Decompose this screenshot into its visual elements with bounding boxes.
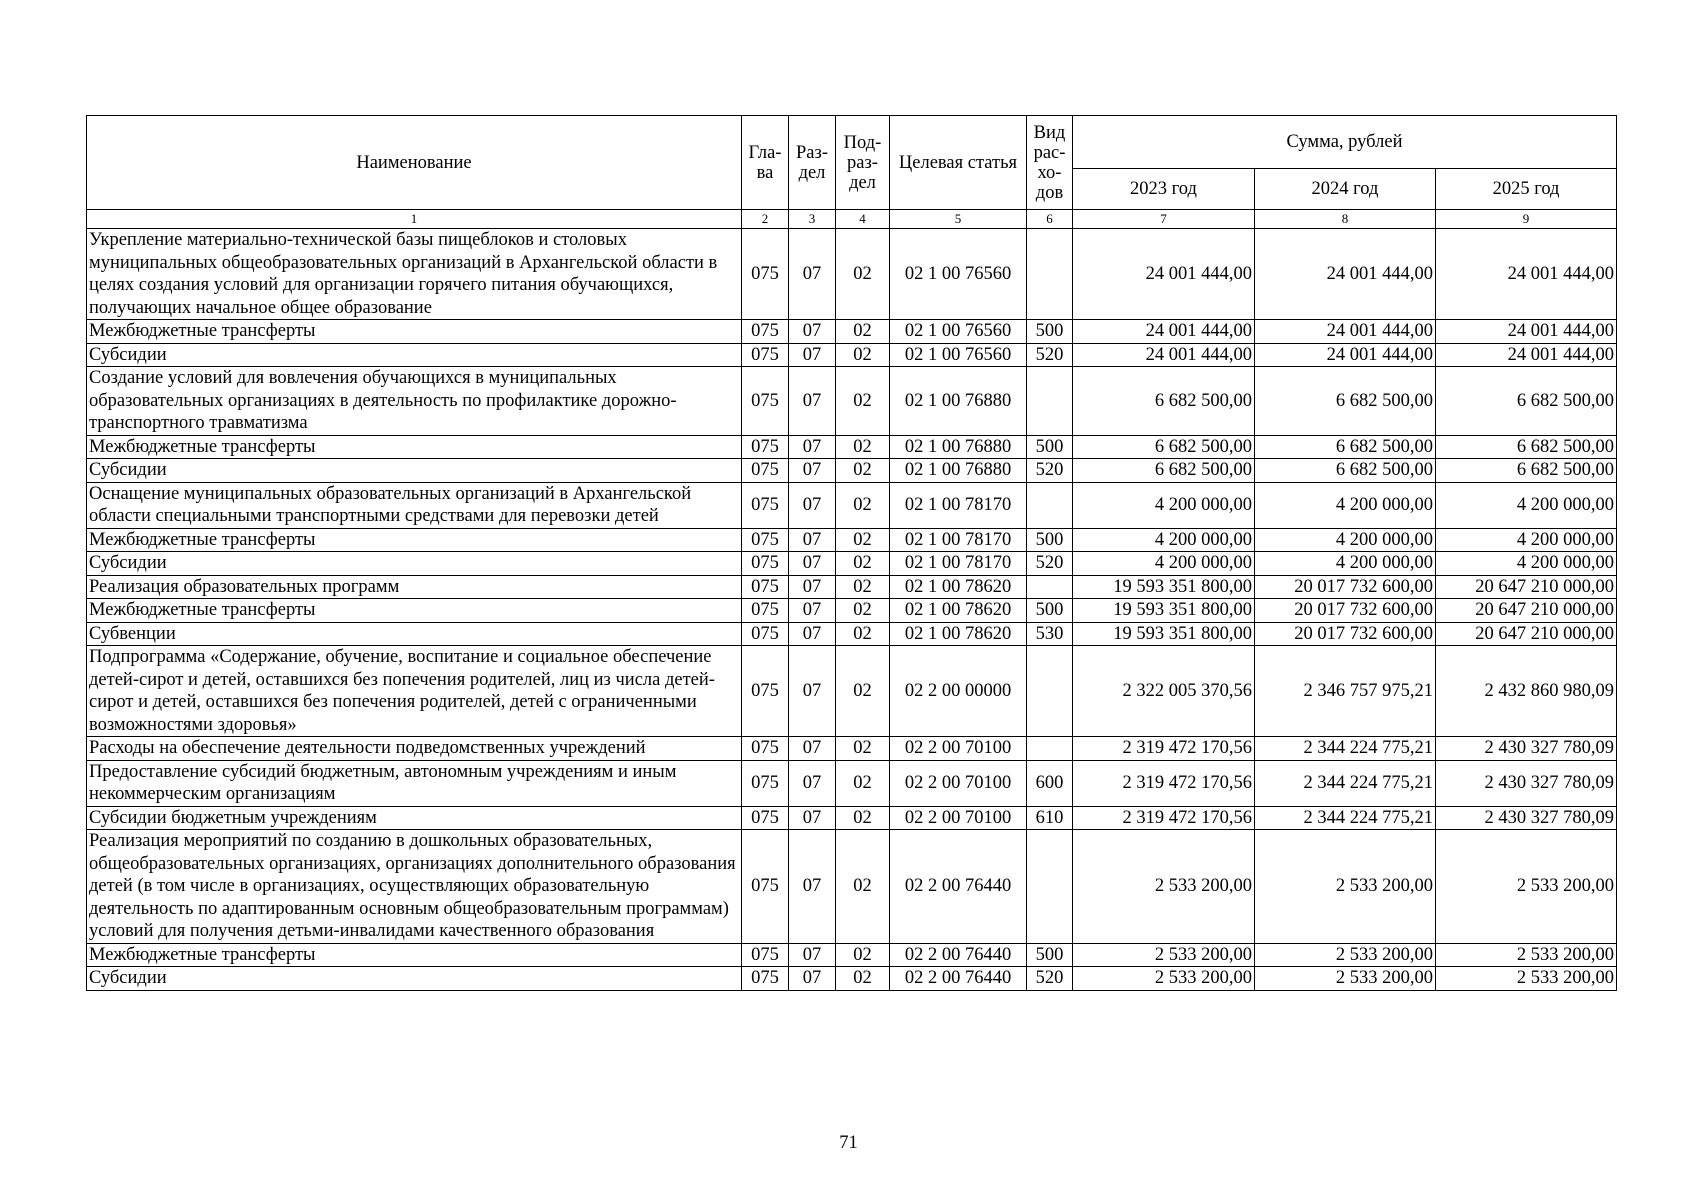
row-name: Межбюджетные трансферты bbox=[87, 599, 742, 623]
row-amount-2023: 2 322 005 370,56 bbox=[1073, 646, 1255, 737]
row-expense-type: 500 bbox=[1027, 528, 1073, 552]
row-chapter: 075 bbox=[742, 459, 789, 483]
row-expense-type: 500 bbox=[1027, 943, 1073, 967]
row-name: Предоставление субсидий бюджетным, автономным учреждениям и иным некоммерческим организациям bbox=[87, 760, 742, 806]
row-amount-2025: 2 533 200,00 bbox=[1436, 830, 1617, 944]
row-amount-2024: 2 344 224 775,21 bbox=[1255, 760, 1436, 806]
row-section: 07 bbox=[789, 343, 836, 367]
row-amount-2023: 19 593 351 800,00 bbox=[1073, 622, 1255, 646]
row-amount-2024: 2 533 200,00 bbox=[1255, 967, 1436, 991]
row-amount-2024: 24 001 444,00 bbox=[1255, 320, 1436, 344]
row-amount-2025: 2 430 327 780,09 bbox=[1436, 806, 1617, 830]
row-amount-2023: 24 001 444,00 bbox=[1073, 229, 1255, 320]
row-section: 07 bbox=[789, 646, 836, 737]
row-expense-type bbox=[1027, 229, 1073, 320]
column-number-row bbox=[87, 210, 1617, 229]
row-expense-type: 520 bbox=[1027, 343, 1073, 367]
row-subsection: 02 bbox=[836, 552, 890, 576]
row-target: 02 1 00 78620 bbox=[890, 575, 1027, 599]
row-expense-type bbox=[1027, 737, 1073, 761]
row-target: 02 1 00 76560 bbox=[890, 320, 1027, 344]
header-year-2025: 2025 год bbox=[1436, 169, 1617, 210]
row-name: Межбюджетные трансферты bbox=[87, 320, 742, 344]
row-chapter: 075 bbox=[742, 646, 789, 737]
header-chapter: Гла-ва bbox=[742, 116, 789, 210]
column-number: 3 bbox=[789, 210, 836, 229]
row-amount-2025: 2 533 200,00 bbox=[1436, 943, 1617, 967]
table-row bbox=[87, 967, 1617, 991]
row-chapter: 075 bbox=[742, 343, 789, 367]
table-row bbox=[87, 482, 1617, 528]
row-amount-2025: 24 001 444,00 bbox=[1436, 229, 1617, 320]
table-body bbox=[87, 229, 1617, 991]
row-subsection: 02 bbox=[836, 599, 890, 623]
row-name: Субсидии bbox=[87, 343, 742, 367]
page-number: 71 bbox=[839, 1133, 858, 1153]
row-section: 07 bbox=[789, 622, 836, 646]
row-chapter: 075 bbox=[742, 599, 789, 623]
table-row bbox=[87, 229, 1617, 320]
row-chapter: 075 bbox=[742, 552, 789, 576]
table-row bbox=[87, 367, 1617, 436]
row-amount-2024: 2 344 224 775,21 bbox=[1255, 737, 1436, 761]
row-section: 07 bbox=[789, 528, 836, 552]
row-amount-2025: 2 430 327 780,09 bbox=[1436, 760, 1617, 806]
table-row bbox=[87, 622, 1617, 646]
header-year-2023: 2023 год bbox=[1073, 169, 1255, 210]
table-row bbox=[87, 320, 1617, 344]
row-target: 02 1 00 76880 bbox=[890, 435, 1027, 459]
row-section: 07 bbox=[789, 367, 836, 436]
row-amount-2023: 2 533 200,00 bbox=[1073, 967, 1255, 991]
row-amount-2024: 6 682 500,00 bbox=[1255, 367, 1436, 436]
row-target: 02 2 00 70100 bbox=[890, 737, 1027, 761]
row-expense-type bbox=[1027, 646, 1073, 737]
row-amount-2024: 24 001 444,00 bbox=[1255, 343, 1436, 367]
row-expense-type: 610 bbox=[1027, 806, 1073, 830]
row-chapter: 075 bbox=[742, 760, 789, 806]
row-expense-type bbox=[1027, 830, 1073, 944]
row-target: 02 1 00 76560 bbox=[890, 343, 1027, 367]
row-section: 07 bbox=[789, 575, 836, 599]
column-number: 8 bbox=[1255, 210, 1436, 229]
row-amount-2025: 2 533 200,00 bbox=[1436, 967, 1617, 991]
row-name: Реализация образовательных программ bbox=[87, 575, 742, 599]
row-expense-type: 520 bbox=[1027, 552, 1073, 576]
row-amount-2024: 2 533 200,00 bbox=[1255, 830, 1436, 944]
row-section: 07 bbox=[789, 943, 836, 967]
row-expense-type: 500 bbox=[1027, 435, 1073, 459]
table-row bbox=[87, 830, 1617, 944]
row-name: Межбюджетные трансферты bbox=[87, 435, 742, 459]
table-row bbox=[87, 343, 1617, 367]
row-expense-type bbox=[1027, 367, 1073, 436]
row-subsection: 02 bbox=[836, 229, 890, 320]
row-target: 02 1 00 78620 bbox=[890, 622, 1027, 646]
header-year-2024: 2024 год bbox=[1255, 169, 1436, 210]
row-target: 02 1 00 76560 bbox=[890, 229, 1027, 320]
row-amount-2025: 20 647 210 000,00 bbox=[1436, 575, 1617, 599]
row-expense-type: 520 bbox=[1027, 459, 1073, 483]
header-name: Наименование bbox=[87, 116, 742, 210]
row-name: Субсидии bbox=[87, 552, 742, 576]
row-amount-2025: 6 682 500,00 bbox=[1436, 459, 1617, 483]
row-target: 02 1 00 76880 bbox=[890, 459, 1027, 483]
row-amount-2025: 24 001 444,00 bbox=[1436, 343, 1617, 367]
row-section: 07 bbox=[789, 599, 836, 623]
table-row bbox=[87, 737, 1617, 761]
table-header bbox=[87, 116, 1617, 229]
row-chapter: 075 bbox=[742, 320, 789, 344]
table-row bbox=[87, 646, 1617, 737]
row-name: Межбюджетные трансферты bbox=[87, 943, 742, 967]
row-chapter: 075 bbox=[742, 482, 789, 528]
row-amount-2025: 24 001 444,00 bbox=[1436, 320, 1617, 344]
row-amount-2025: 4 200 000,00 bbox=[1436, 482, 1617, 528]
row-target: 02 2 00 00000 bbox=[890, 646, 1027, 737]
row-expense-type: 520 bbox=[1027, 967, 1073, 991]
column-number: 4 bbox=[836, 210, 890, 229]
row-chapter: 075 bbox=[742, 806, 789, 830]
table-row bbox=[87, 459, 1617, 483]
row-subsection: 02 bbox=[836, 343, 890, 367]
row-amount-2023: 6 682 500,00 bbox=[1073, 367, 1255, 436]
row-subsection: 02 bbox=[836, 622, 890, 646]
table-row bbox=[87, 943, 1617, 967]
header-subsection: Под-раз-дел bbox=[836, 116, 890, 210]
row-section: 07 bbox=[789, 229, 836, 320]
row-amount-2024: 20 017 732 600,00 bbox=[1255, 575, 1436, 599]
table-row bbox=[87, 806, 1617, 830]
row-amount-2023: 2 319 472 170,56 bbox=[1073, 760, 1255, 806]
row-chapter: 075 bbox=[742, 943, 789, 967]
row-amount-2024: 24 001 444,00 bbox=[1255, 229, 1436, 320]
row-subsection: 02 bbox=[836, 367, 890, 436]
row-section: 07 bbox=[789, 967, 836, 991]
column-number: 9 bbox=[1436, 210, 1617, 229]
row-amount-2024: 6 682 500,00 bbox=[1255, 435, 1436, 459]
row-chapter: 075 bbox=[742, 435, 789, 459]
row-target: 02 1 00 78170 bbox=[890, 528, 1027, 552]
row-amount-2023: 2 533 200,00 bbox=[1073, 830, 1255, 944]
row-amount-2024: 20 017 732 600,00 bbox=[1255, 599, 1436, 623]
row-name: Реализация мероприятий по созданию в дошкольных образовательных, общеобразовательных организациях, организациях дополнительного образования детей (в том числе в организациях, осуществляющих образовательную деятельность по адаптированным основным общеобразовательным программам) условий для получения детьми-инвалидами качественного образования bbox=[87, 830, 742, 944]
row-subsection: 02 bbox=[836, 459, 890, 483]
row-amount-2024: 2 346 757 975,21 bbox=[1255, 646, 1436, 737]
row-target: 02 2 00 76440 bbox=[890, 967, 1027, 991]
row-amount-2023: 2 319 472 170,56 bbox=[1073, 737, 1255, 761]
column-number: 2 bbox=[742, 210, 789, 229]
row-target: 02 2 00 70100 bbox=[890, 760, 1027, 806]
row-name: Оснащение муниципальных образовательных организаций в Архангельской области специальными транспортными средствами для перевозки детей bbox=[87, 482, 742, 528]
row-amount-2025: 6 682 500,00 bbox=[1436, 435, 1617, 459]
row-subsection: 02 bbox=[836, 646, 890, 737]
row-name: Подпрограмма «Содержание, обучение, воспитание и социальное обеспечение детей-сирот и детей, оставшихся без попечения родителей, лиц из числа детей-сирот и детей, оставшихся без попечения родителей, детей с ограниченными возможностями здоровья» bbox=[87, 646, 742, 737]
table-row bbox=[87, 552, 1617, 576]
row-amount-2024: 20 017 732 600,00 bbox=[1255, 622, 1436, 646]
row-amount-2023: 2 533 200,00 bbox=[1073, 943, 1255, 967]
row-amount-2024: 4 200 000,00 bbox=[1255, 552, 1436, 576]
row-target: 02 1 00 78170 bbox=[890, 482, 1027, 528]
header-amount: Сумма, рублей bbox=[1073, 116, 1617, 169]
row-section: 07 bbox=[789, 830, 836, 944]
table-row bbox=[87, 435, 1617, 459]
row-target: 02 1 00 78170 bbox=[890, 552, 1027, 576]
row-section: 07 bbox=[789, 482, 836, 528]
row-name: Субсидии bbox=[87, 459, 742, 483]
row-subsection: 02 bbox=[836, 943, 890, 967]
row-expense-type: 500 bbox=[1027, 599, 1073, 623]
row-target: 02 2 00 76440 bbox=[890, 830, 1027, 944]
row-amount-2025: 2 432 860 980,09 bbox=[1436, 646, 1617, 737]
row-amount-2023: 19 593 351 800,00 bbox=[1073, 599, 1255, 623]
row-subsection: 02 bbox=[836, 320, 890, 344]
row-chapter: 075 bbox=[742, 528, 789, 552]
row-amount-2025: 6 682 500,00 bbox=[1436, 367, 1617, 436]
row-subsection: 02 bbox=[836, 737, 890, 761]
row-section: 07 bbox=[789, 737, 836, 761]
row-amount-2023: 6 682 500,00 bbox=[1073, 459, 1255, 483]
row-amount-2024: 6 682 500,00 bbox=[1255, 459, 1436, 483]
row-amount-2023: 19 593 351 800,00 bbox=[1073, 575, 1255, 599]
row-amount-2023: 4 200 000,00 bbox=[1073, 528, 1255, 552]
row-amount-2023: 4 200 000,00 bbox=[1073, 552, 1255, 576]
row-amount-2023: 6 682 500,00 bbox=[1073, 435, 1255, 459]
row-target: 02 1 00 76880 bbox=[890, 367, 1027, 436]
row-chapter: 075 bbox=[742, 737, 789, 761]
row-section: 07 bbox=[789, 320, 836, 344]
row-amount-2023: 24 001 444,00 bbox=[1073, 343, 1255, 367]
row-name: Субсидии bbox=[87, 967, 742, 991]
row-section: 07 bbox=[789, 435, 836, 459]
table-row bbox=[87, 760, 1617, 806]
row-amount-2025: 2 430 327 780,09 bbox=[1436, 737, 1617, 761]
row-name: Укрепление материально-технической базы пищеблоков и столовых муниципальных общеобразовательных организаций в Архангельской области в целях создания условий для организации горячего питания обучающихся, получающих начальное общее образование bbox=[87, 229, 742, 320]
row-chapter: 075 bbox=[742, 229, 789, 320]
header-section: Раз-дел bbox=[789, 116, 836, 210]
row-amount-2024: 2 533 200,00 bbox=[1255, 943, 1436, 967]
row-name: Субвенции bbox=[87, 622, 742, 646]
row-subsection: 02 bbox=[836, 575, 890, 599]
row-name: Межбюджетные трансферты bbox=[87, 528, 742, 552]
row-name: Создание условий для вовлечения обучающихся в муниципальных образовательных организациях в деятельность по профилактике дорожно-транспортного травматизма bbox=[87, 367, 742, 436]
row-section: 07 bbox=[789, 806, 836, 830]
row-expense-type bbox=[1027, 575, 1073, 599]
row-amount-2023: 4 200 000,00 bbox=[1073, 482, 1255, 528]
row-section: 07 bbox=[789, 459, 836, 483]
row-section: 07 bbox=[789, 552, 836, 576]
table-row bbox=[87, 528, 1617, 552]
row-subsection: 02 bbox=[836, 806, 890, 830]
row-expense-type: 530 bbox=[1027, 622, 1073, 646]
row-name: Расходы на обеспечение деятельности подведомственных учреждений bbox=[87, 737, 742, 761]
row-subsection: 02 bbox=[836, 528, 890, 552]
row-chapter: 075 bbox=[742, 830, 789, 944]
row-subsection: 02 bbox=[836, 482, 890, 528]
column-number: 5 bbox=[890, 210, 1027, 229]
row-target: 02 2 00 76440 bbox=[890, 943, 1027, 967]
row-section: 07 bbox=[789, 760, 836, 806]
row-subsection: 02 bbox=[836, 760, 890, 806]
row-expense-type: 500 bbox=[1027, 320, 1073, 344]
row-amount-2023: 2 319 472 170,56 bbox=[1073, 806, 1255, 830]
row-amount-2025: 4 200 000,00 bbox=[1436, 528, 1617, 552]
row-amount-2023: 24 001 444,00 bbox=[1073, 320, 1255, 344]
column-number: 7 bbox=[1073, 210, 1255, 229]
row-expense-type bbox=[1027, 482, 1073, 528]
row-chapter: 075 bbox=[742, 622, 789, 646]
budget-table bbox=[86, 115, 1617, 991]
row-name: Субсидии бюджетным учреждениям bbox=[87, 806, 742, 830]
row-amount-2025: 20 647 210 000,00 bbox=[1436, 622, 1617, 646]
row-subsection: 02 bbox=[836, 435, 890, 459]
row-chapter: 075 bbox=[742, 575, 789, 599]
row-subsection: 02 bbox=[836, 967, 890, 991]
row-expense-type: 600 bbox=[1027, 760, 1073, 806]
table-row bbox=[87, 575, 1617, 599]
table-row bbox=[87, 599, 1617, 623]
column-number: 6 bbox=[1027, 210, 1073, 229]
row-amount-2025: 4 200 000,00 bbox=[1436, 552, 1617, 576]
row-amount-2025: 20 647 210 000,00 bbox=[1436, 599, 1617, 623]
header-target: Целевая статья bbox=[890, 116, 1027, 210]
row-amount-2024: 2 344 224 775,21 bbox=[1255, 806, 1436, 830]
row-target: 02 1 00 78620 bbox=[890, 599, 1027, 623]
column-number: 1 bbox=[87, 210, 742, 229]
row-amount-2024: 4 200 000,00 bbox=[1255, 482, 1436, 528]
row-chapter: 075 bbox=[742, 967, 789, 991]
header-expense-type: Вид рас-хо-дов bbox=[1027, 116, 1073, 210]
row-chapter: 075 bbox=[742, 367, 789, 436]
row-amount-2024: 4 200 000,00 bbox=[1255, 528, 1436, 552]
row-subsection: 02 bbox=[836, 830, 890, 944]
row-target: 02 2 00 70100 bbox=[890, 806, 1027, 830]
